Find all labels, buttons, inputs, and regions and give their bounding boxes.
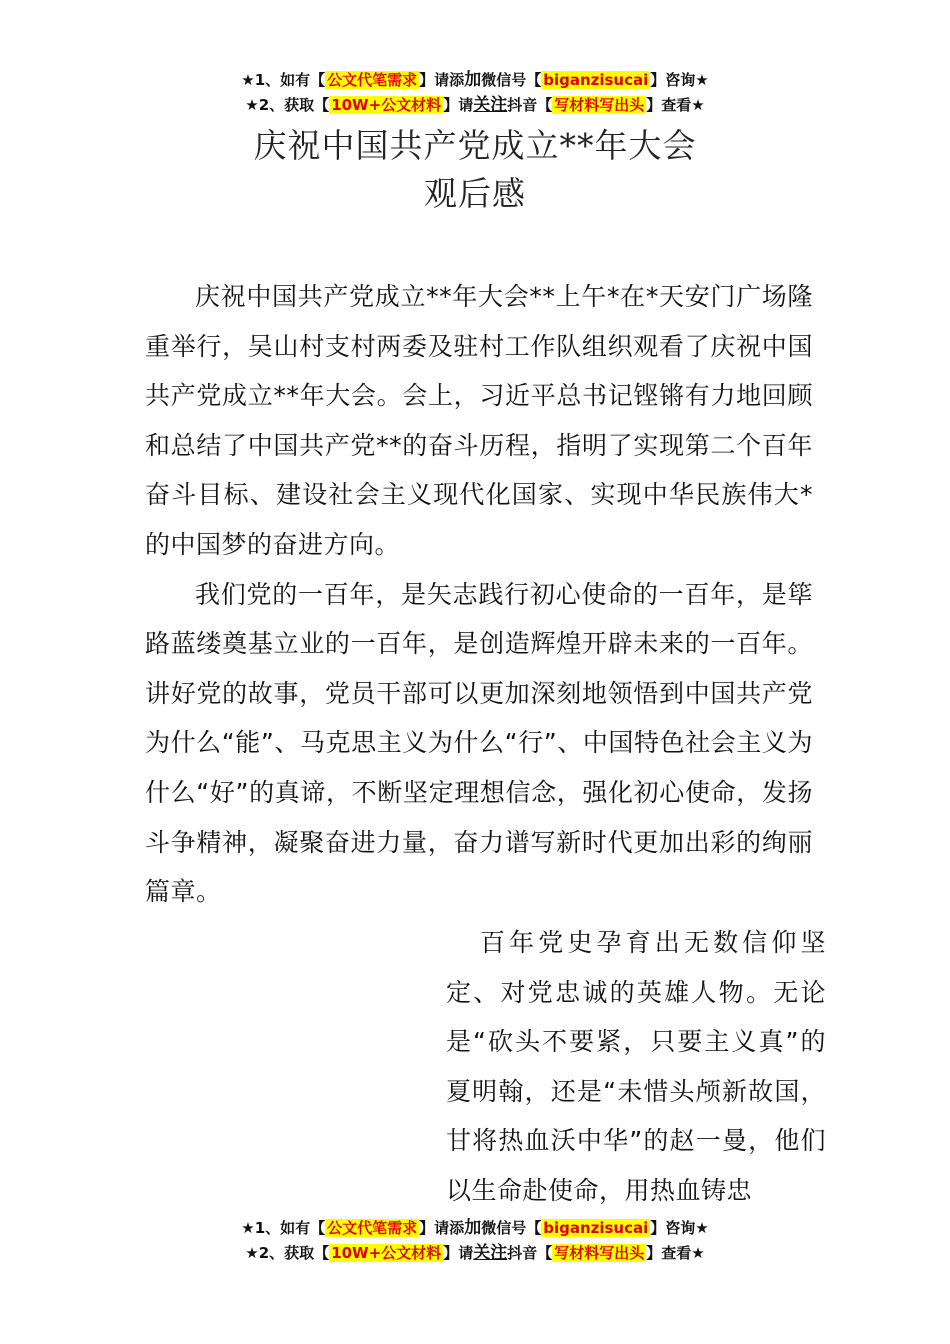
banner-text: ★2、获取【	[245, 96, 330, 114]
banner-highlight: biganzisucai	[543, 71, 649, 89]
banner-text: 】请添	[419, 71, 465, 89]
banner-text: 】请	[443, 96, 474, 114]
banner-highlight: 公文代笔需求	[327, 1219, 418, 1237]
paragraph-2: 我们党的一百年，是矢志践行初心使命的一百年，是筚路蓝缕奠基立业的一百年，是创造辉煌开辟未来的一百年。讲好党的故事，党员干部可以更加深刻地领悟到中国共产党为什么“能”、马克思主义为什么“行”、中国特色社会主义为什么“好”的真谛，不断坚定理想信念，强化初心使命，发扬斗争精神，凝聚奋进力量，奋力谱写新时代更加出彩的绚丽篇章。	[145, 579, 813, 907]
banner-line-1	[0, 1216, 950, 1241]
document-title: 庆祝中国共产党成立**年大会	[253, 126, 697, 165]
banner-text: 】咨询★	[650, 1219, 709, 1237]
banner-text: 】查看★	[646, 1244, 705, 1262]
banner-line-1	[0, 68, 950, 93]
banner-line-2	[0, 93, 950, 118]
banner-highlight: 10W+公文材料	[331, 1244, 442, 1262]
banner-text: 】查看★	[646, 96, 705, 114]
banner-highlight: 写材料写出头	[554, 1244, 645, 1262]
footer-banner	[0, 1216, 950, 1266]
banner-text: 微信号【	[481, 71, 542, 89]
banner-highlight: 写材料写出头	[554, 96, 645, 114]
document-body-continued	[446, 918, 826, 1216]
banner-text: 加	[464, 70, 482, 90]
banner-text: ★1、如有【	[241, 1219, 326, 1237]
banner-text: 关注	[473, 95, 508, 115]
banner-text: 】请添	[419, 1219, 465, 1237]
banner-text: 关注	[473, 1243, 508, 1263]
banner-line-2	[0, 1241, 950, 1266]
banner-text: 】咨询★	[650, 71, 709, 89]
document-subtitle: 观后感	[424, 174, 526, 213]
banner-text: ★1、如有【	[241, 71, 326, 89]
header-banner	[0, 68, 950, 118]
document-body	[145, 272, 813, 917]
banner-text: 】请	[443, 1244, 474, 1262]
banner-text: 抖音【	[507, 96, 553, 114]
banner-text: 加	[464, 1218, 482, 1238]
banner-highlight: biganzisucai	[543, 1219, 649, 1237]
banner-text: 微信号【	[481, 1219, 542, 1237]
banner-highlight: 公文代笔需求	[327, 71, 418, 89]
banner-text: 抖音【	[507, 1244, 553, 1262]
banner-text: ★2、获取【	[245, 1244, 330, 1262]
banner-highlight: 10W+公文材料	[331, 96, 442, 114]
paragraph-3: 百年党史孕育出无数信仰坚定、对党忠诚的英雄人物。无论是“砍头不要紧，只要主义真”的夏明翰，还是“未惜头颅新故国，甘将热血沃中华”的赵一曼，他们以生命赴使命，用热血铸忠	[446, 928, 826, 1205]
paragraph-1: 庆祝中国共产党成立**年大会**上午*在*天安门广场隆重举行，吴山村支村两委及驻村工作队组织观看了庆祝中国共产党成立**年大会。会上，习近平总书记铿锵有力地回顾和总结了中国共产党**的奋斗历程，指明了实现第二个百年奋斗目标、建设社会主义现代化国家、实现中华民族伟大*的中国梦的奋进方向。	[145, 282, 813, 559]
